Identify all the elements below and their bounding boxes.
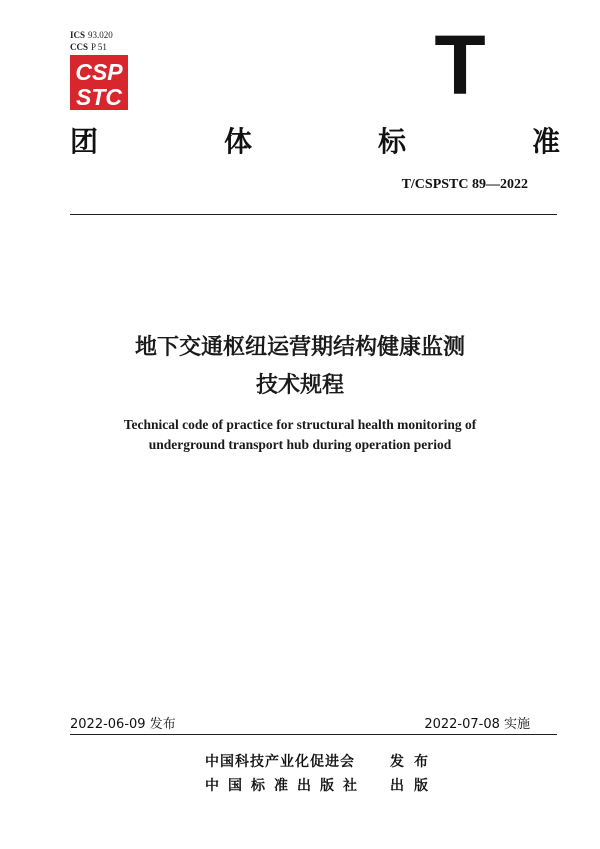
ccs-label: CCS	[70, 42, 89, 52]
standard-type-char: 体	[223, 125, 252, 158]
ics-value: 93.020	[88, 30, 113, 40]
ics-code	[70, 30, 113, 41]
top-divider	[70, 214, 557, 215]
standard-type-mark: T	[434, 18, 486, 112]
standard-type-char: 标	[377, 125, 406, 158]
svg-text:CSP: CSP	[75, 59, 123, 85]
issuer-action: 发布	[390, 754, 438, 770]
standard-number: T/CSPSTC 89—2022	[401, 177, 528, 192]
ccs-value: P 51	[91, 42, 107, 52]
issuer-name: 中国科技产业化促进会	[205, 754, 355, 770]
issue-date: 2022-06-09 发布	[70, 717, 176, 732]
bottom-divider	[70, 734, 557, 735]
standard-type-char: 准	[531, 125, 560, 158]
ics-label: ICS	[70, 30, 86, 40]
implement-date: 2022-07-08 实施	[424, 717, 530, 732]
svg-text:STC: STC	[76, 84, 122, 110]
press-name: 中国标准出版社	[205, 778, 366, 794]
title-cn-line1: 地下交通枢纽运营期结构健康监测	[134, 335, 465, 360]
ccs-code	[70, 42, 107, 53]
standard-type-heading	[70, 122, 560, 162]
press-action: 出版	[390, 778, 438, 794]
title-en-line2: underground transport hub during operation period	[148, 437, 452, 452]
cspstc-logo	[70, 55, 128, 110]
title-en-line1: Technical code of practice for structural health monitoring of	[123, 417, 477, 432]
title-cn-line2: 技术规程	[255, 373, 344, 398]
standard-type-char: 团	[70, 125, 99, 158]
